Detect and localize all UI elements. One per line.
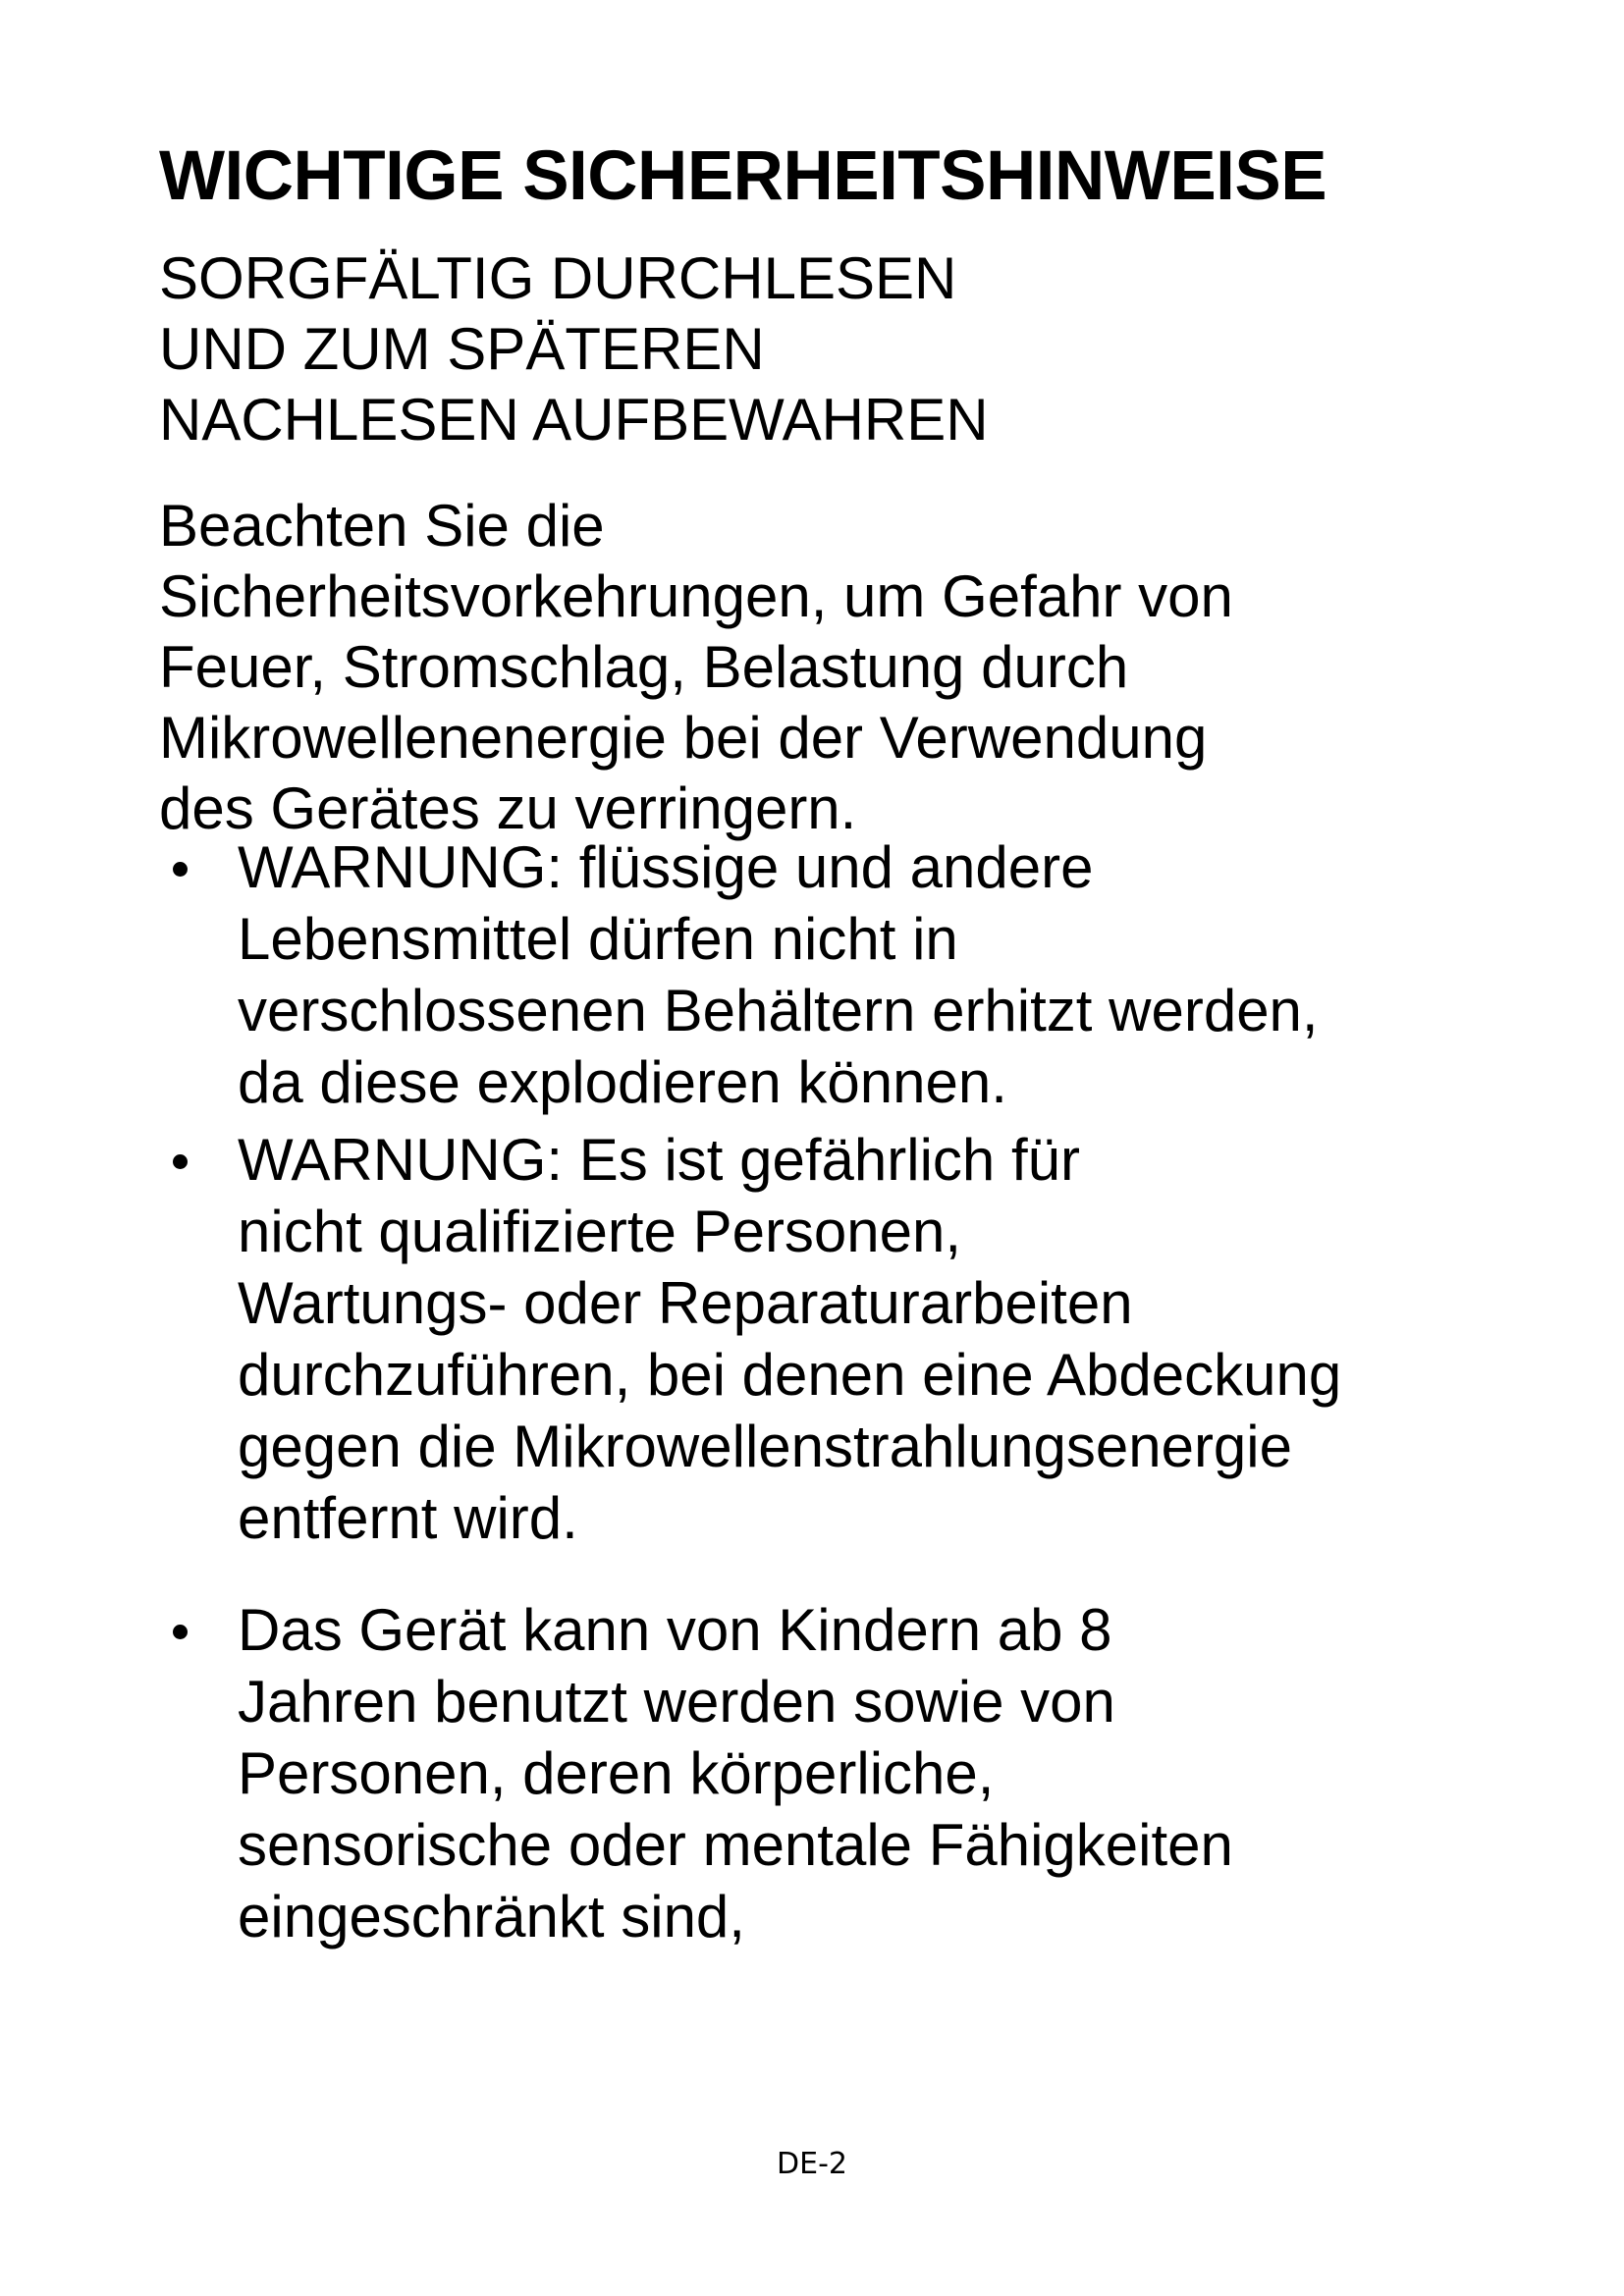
list-item-line: WARNUNG: Es ist gefährlich für xyxy=(238,1127,1080,1193)
list-item-line: nicht qualifizierte Personen, xyxy=(238,1199,962,1264)
subheading xyxy=(159,243,1475,455)
page-title: WICHTIGE SICHERHEITSHINWEISE xyxy=(159,137,1327,215)
list-item-line: eingeschränkt sind, xyxy=(238,1884,745,1949)
list-item-line: Wartungs- oder Reparaturarbeiten xyxy=(238,1270,1133,1336)
list-item-text xyxy=(238,1594,1514,1952)
list-item-line: Das Gerät kann von Kindern ab 8 xyxy=(238,1597,1112,1663)
bullet-icon xyxy=(173,1154,188,1169)
list-item-line: Jahren benutzt werden sowie von xyxy=(238,1669,1115,1735)
bullet-icon xyxy=(173,1625,188,1639)
bullet-icon xyxy=(173,862,188,877)
intro-line: Sicherheitsvorkehrungen, um Gefahr von xyxy=(159,563,1233,629)
list-item-line: verschlossenen Behältern erhitzt werden, xyxy=(238,978,1319,1043)
list-item-text xyxy=(238,831,1514,1118)
list-item-line: sensorische oder mentale Fähigkeiten xyxy=(238,1812,1233,1878)
list-item-line: WARNUNG: flüssige und andere xyxy=(238,834,1094,900)
list-item-text xyxy=(238,1124,1514,1554)
intro-paragraph xyxy=(159,491,1475,844)
list-item-line: gegen die Mikrowellenstrahlungsenergie xyxy=(238,1414,1292,1479)
intro-line: des Gerätes zu verringern. xyxy=(159,775,857,841)
list-item-line: da diese explodieren können. xyxy=(238,1049,1007,1115)
subheading-line: NACHLESEN AUFBEWAHREN xyxy=(159,387,989,453)
intro-line: Beachten Sie die xyxy=(159,493,605,559)
page-number: DE-2 xyxy=(777,2147,847,2181)
subheading-line: UND ZUM SPÄTEREN xyxy=(159,316,765,382)
subheading-line: SORGFÄLTIG DURCHLESEN xyxy=(159,245,957,311)
list-item-line: durchzuführen, bei denen eine Abdeckung xyxy=(238,1342,1342,1408)
intro-line: Feuer, Stromschlag, Belastung durch xyxy=(159,634,1129,700)
list-item-line: entfernt wird. xyxy=(238,1485,578,1551)
list-item-line: Lebensmittel dürfen nicht in xyxy=(238,906,958,972)
list-item-line: Personen, deren körperliche, xyxy=(238,1740,995,1806)
intro-line: Mikrowellenenergie bei der Verwendung xyxy=(159,705,1208,771)
